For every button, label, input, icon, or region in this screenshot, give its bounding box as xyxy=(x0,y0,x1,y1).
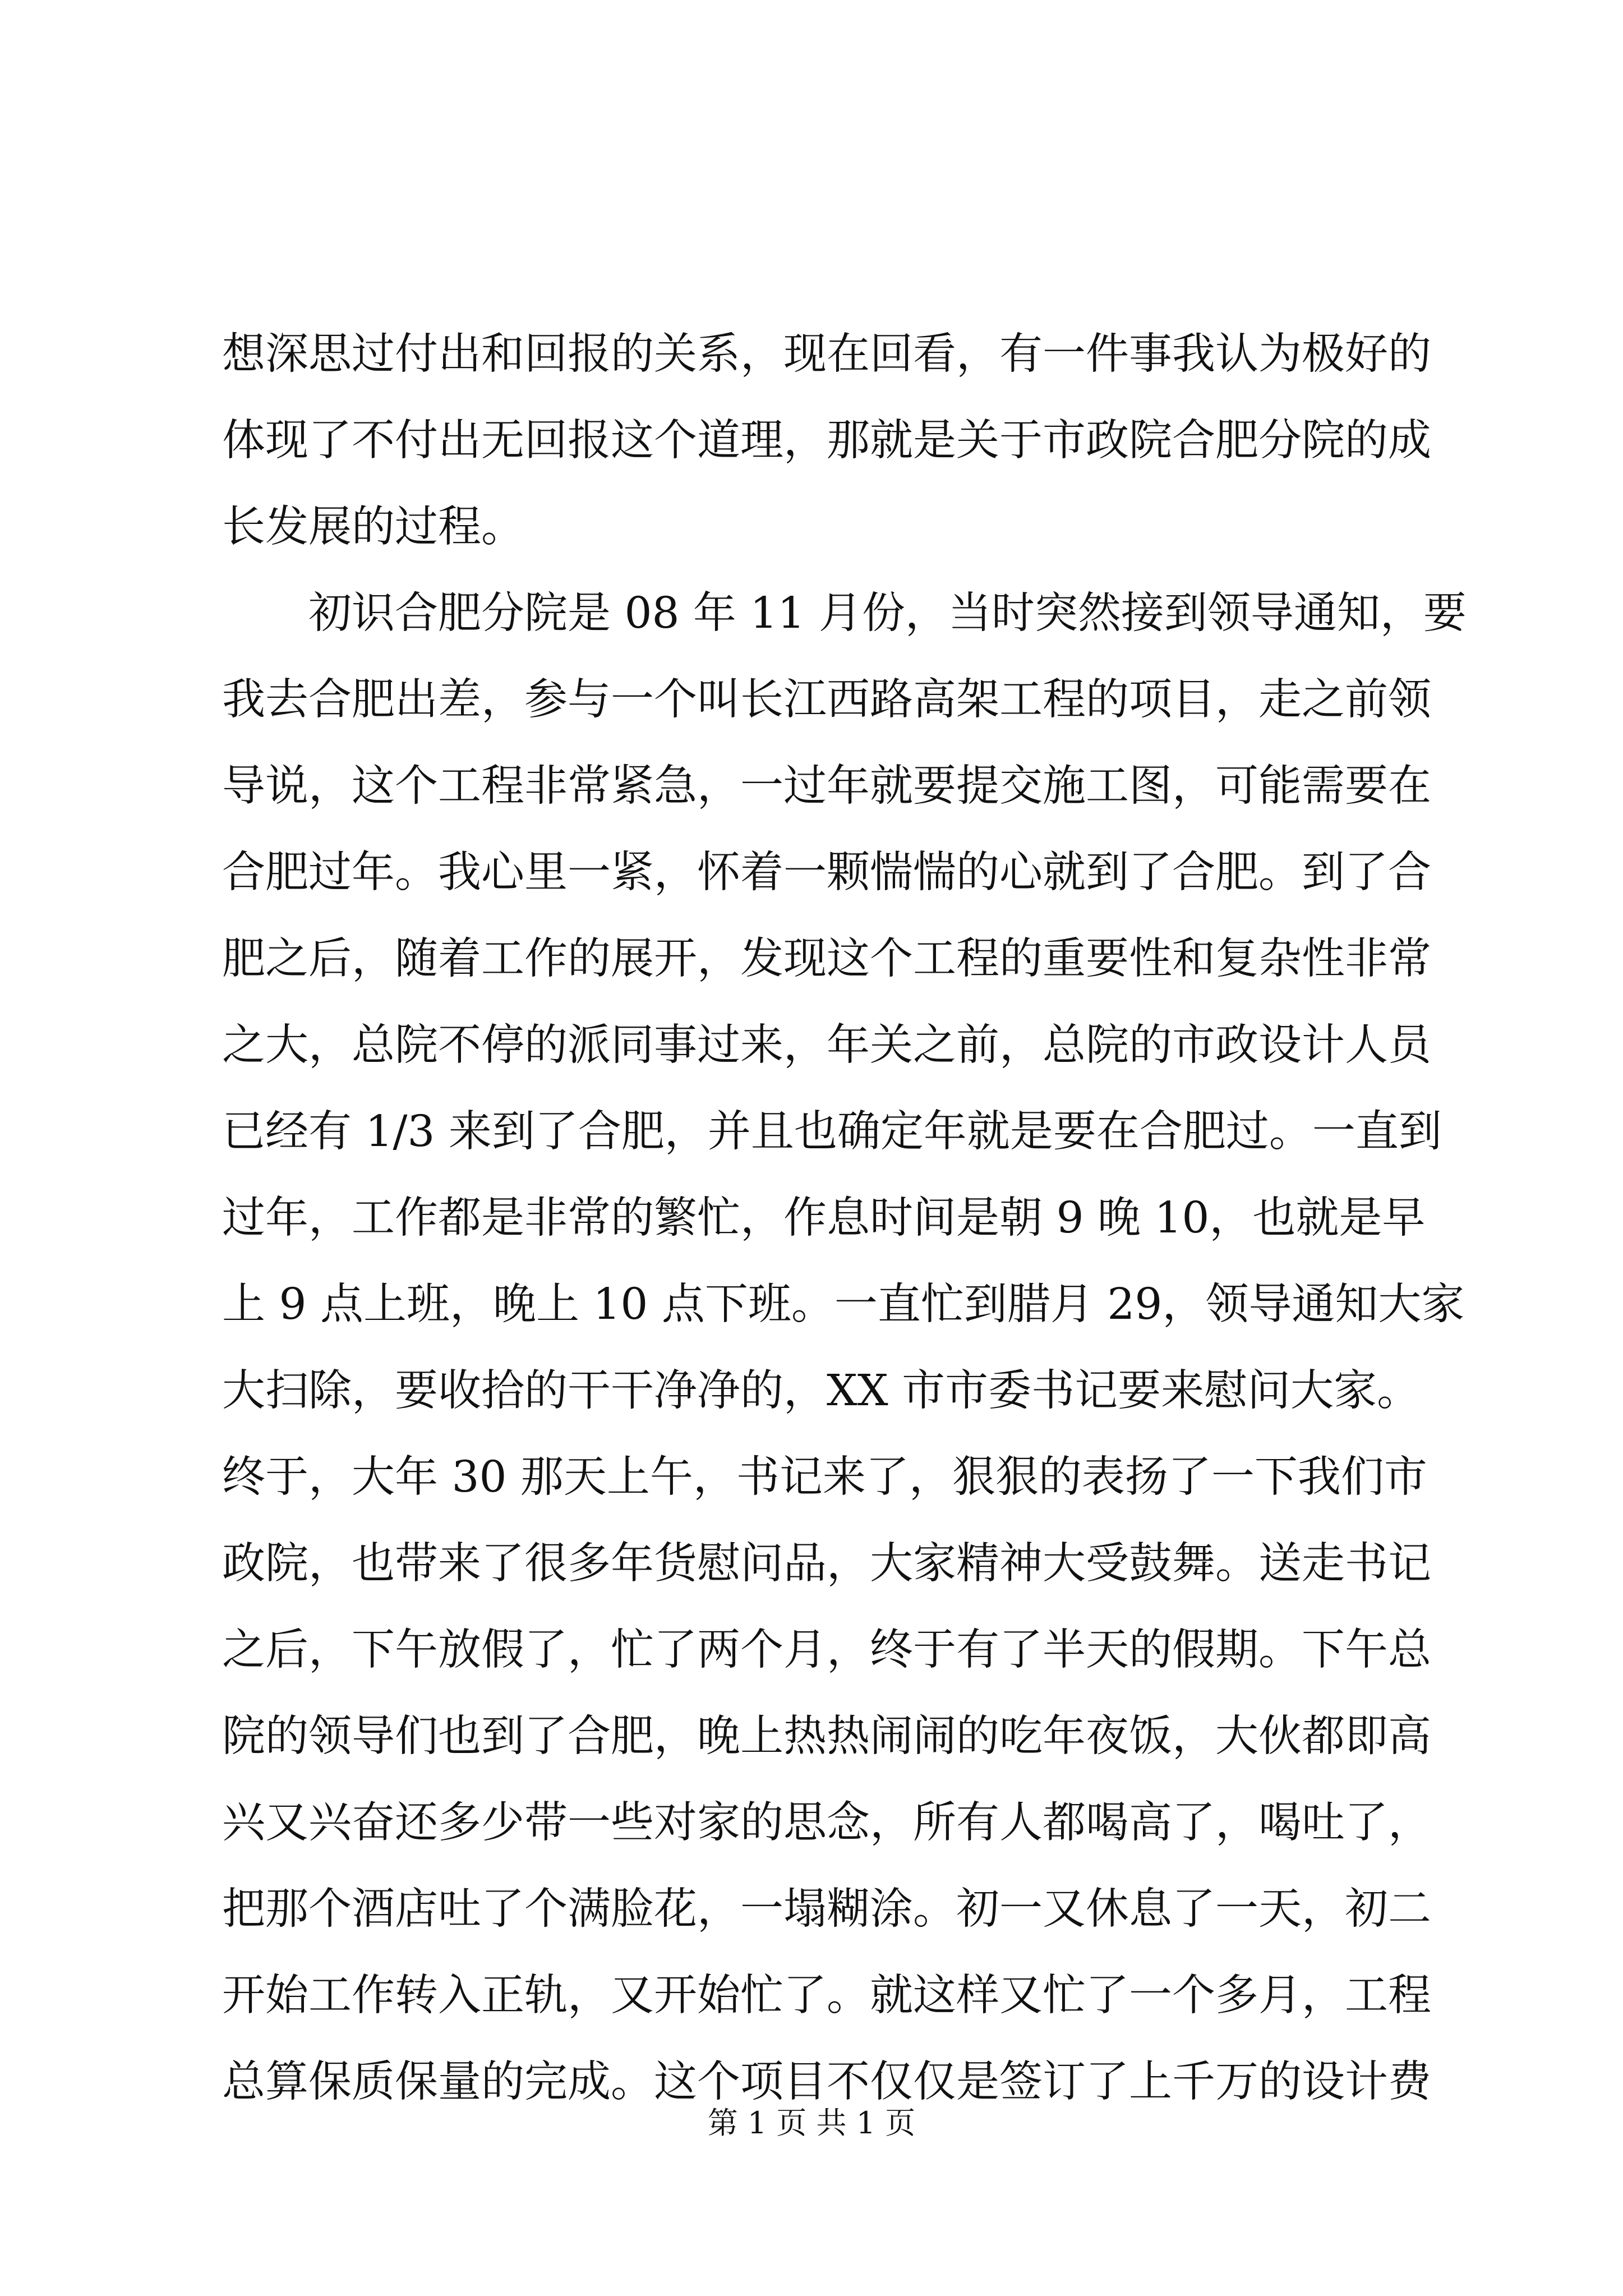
text-line: 合肥过年。我心里一紧，怀着一颗惴惴的心就到了合肥。到了合 xyxy=(222,848,1431,898)
text-line: 导说，这个工程非常紧急，一过年就要提交施工图，可能需要在 xyxy=(222,761,1431,811)
text-line: 大扫除，要收拾的干干净净的，XX 市市委书记要来慰问大家。 xyxy=(222,1366,1421,1416)
text-line: 总算保质保量的完成。这个项目不仅仅是签订了上千万的设计费 xyxy=(222,2057,1431,2107)
text-line: 过年，工作都是非常的繁忙，作息时间是朝 9 晚 10，也就是早 xyxy=(222,1193,1426,1243)
body-text xyxy=(222,311,1467,2125)
text-line: 体现了不付出无回报这个道理，那就是关于市政院合肥分院的成 xyxy=(222,416,1431,466)
text-line: 把那个酒店吐了个满脸花，一塌糊涂。初一又休息了一天，初二 xyxy=(222,1884,1431,1934)
text-line: 已经有 1/3 来到了合肥，并且也确定年就是要在合肥过。一直到 xyxy=(222,1107,1442,1157)
page-number-footer: 第 1 页 共 1 页 xyxy=(707,2105,916,2141)
paragraph-first-line: 初识合肥分院是 08 年 11 月份，当时突然接到领导通知，要 xyxy=(308,588,1467,638)
text-line: 上 9 点上班，晚上 10 点下班。一直忙到腊月 29，领导通知大家 xyxy=(222,1280,1465,1329)
text-line: 肥之后，随着工作的展开，发现这个工程的重要性和复杂性非常 xyxy=(222,934,1431,984)
text-line: 之后，下午放假了，忙了两个月，终于有了半天的假期。下午总 xyxy=(222,1625,1431,1675)
text-line: 长发展的过程。 xyxy=(222,502,524,552)
text-line: 政院，也带来了很多年货慰问品，大家精神大受鼓舞。送走书记 xyxy=(222,1539,1431,1589)
text-line: 想深思过付出和回报的关系，现在回看，有一件事我认为极好的 xyxy=(222,329,1431,379)
text-line: 兴又兴奋还多少带一些对家的思念，所有人都喝高了，喝吐了， xyxy=(222,1798,1431,1848)
text-line: 我去合肥出差，参与一个叫长江西路高架工程的项目，走之前领 xyxy=(222,675,1431,725)
text-line: 院的领导们也到了合肥，晚上热热闹闹的吃年夜饭，大伙都即高 xyxy=(222,1711,1431,1761)
text-line: 终于，大年 30 那天上午，书记来了，狠狠的表扬了一下我们市 xyxy=(222,1452,1427,1502)
text-line: 之大，总院不停的派同事过来，年关之前，总院的市政设计人员 xyxy=(222,1020,1431,1070)
text-line: 开始工作转入正轨，又开始忙了。就这样又忙了一个多月，工程 xyxy=(222,1971,1431,2021)
